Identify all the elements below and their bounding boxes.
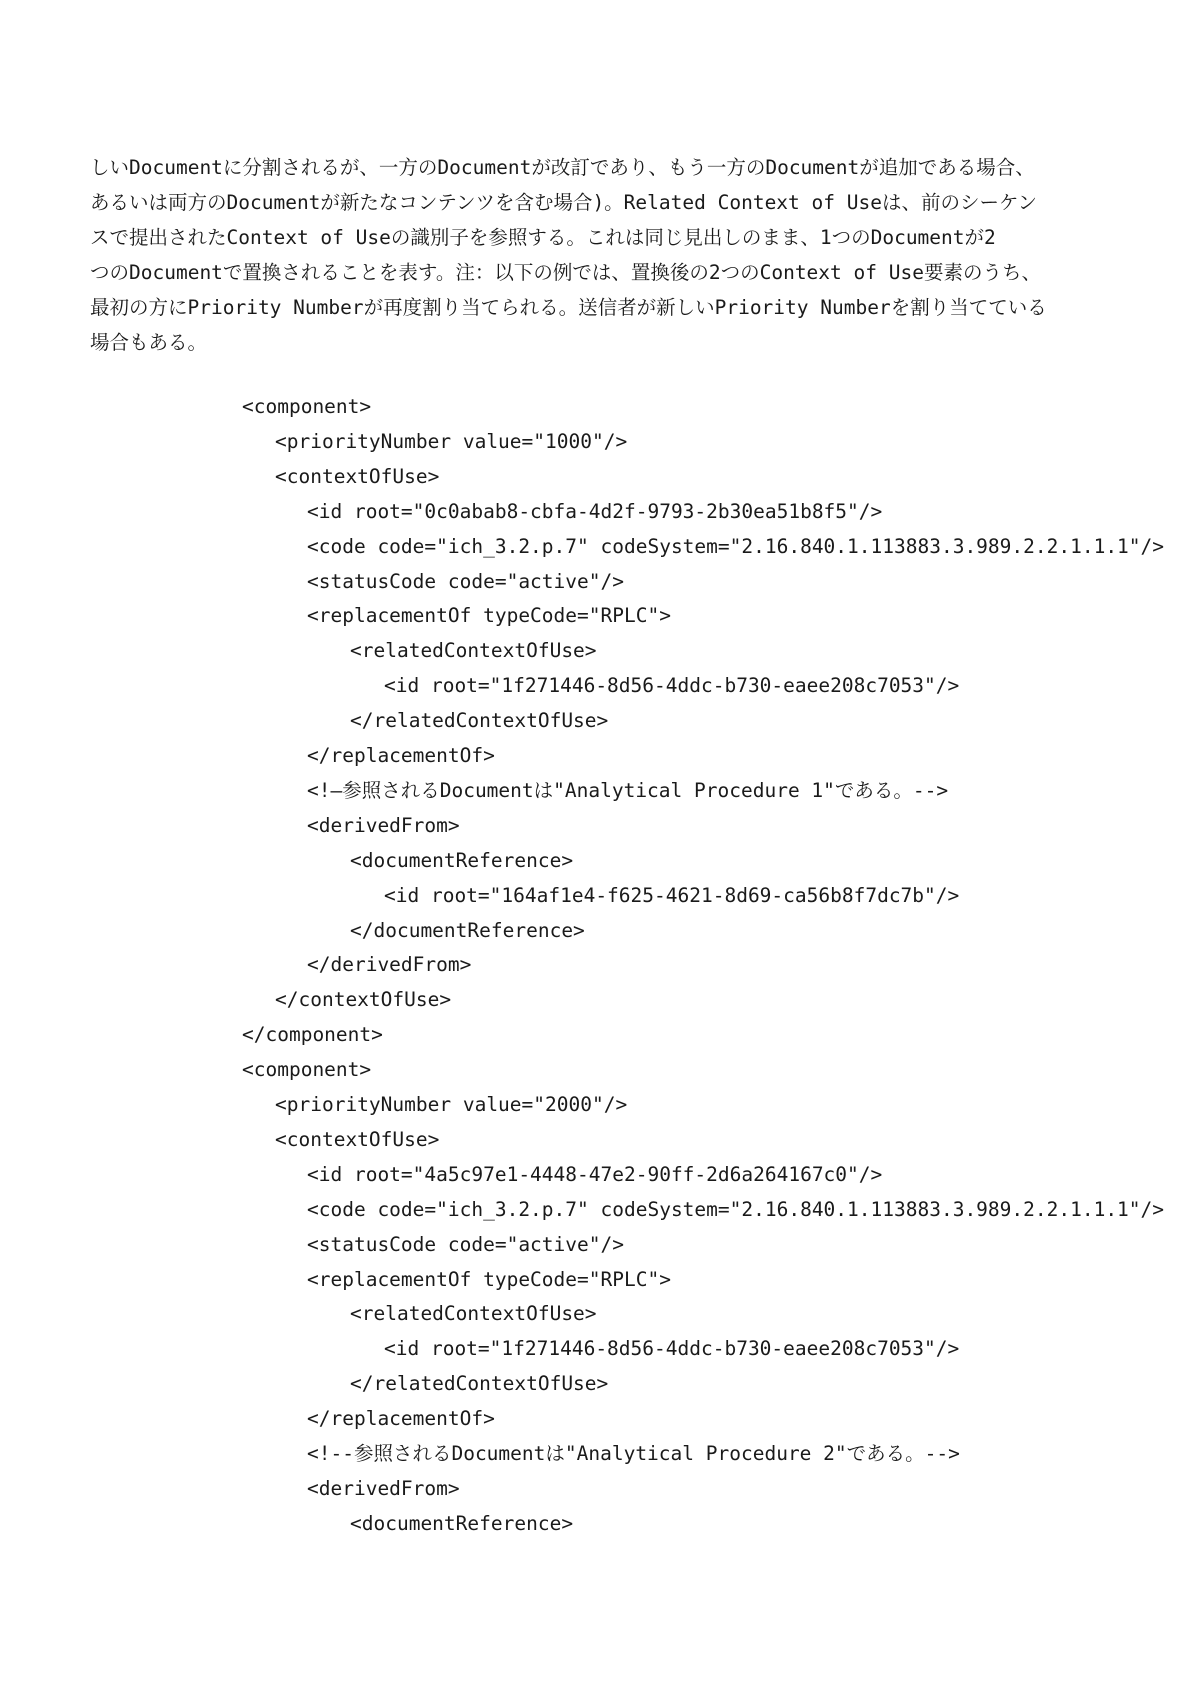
code-line: <!--参照されるDocumentは"Analytical Procedure 2"である。--> <box>307 1442 960 1465</box>
code-line: <statusCode code="active"/> <box>307 1232 624 1256</box>
code-line: <id root="1f271446-8d56-4ddc-b730-eaee208c7053"/> <box>384 674 960 698</box>
paragraph-line: あるいは両方のDocumentが新たなコンテンツを含む場合)。Related Context of Useは、前のシーケン <box>90 191 1037 214</box>
code-line: </documentReference> <box>350 918 585 942</box>
code-line: <priorityNumber value="1000"/> <box>275 429 628 453</box>
code-line: <code code="ich_3.2.p.7" codeSystem="2.16.840.1.113883.3.989.2.2.1.1.1"/> <box>307 534 1165 558</box>
code-line: <documentReference> <box>350 1511 574 1535</box>
code-line: <statusCode code="active"/> <box>307 569 624 593</box>
code-line: </contextOfUse> <box>275 988 452 1012</box>
code-line: <id root="0c0abab8-cbfa-4d2f-9793-2b30ea51b8f5"/> <box>307 499 883 523</box>
code-line: <component> <box>242 1058 372 1082</box>
code-line: </relatedContextOfUse> <box>350 1372 609 1396</box>
code-line: </component> <box>242 1023 383 1047</box>
code-line: <replacementOf typeCode="RPLC"> <box>307 1267 671 1291</box>
code-line: <component> <box>242 395 372 418</box>
code-line: <id root="164af1e4-f625-4621-8d69-ca56b8f7dc7b"/> <box>384 883 960 907</box>
paragraph-line: つのDocumentで置換されることを表す。注：以下の例では、置換後の2つのContext of Use要素のうち、 <box>90 261 1041 284</box>
code-line: <derivedFrom> <box>307 1476 460 1500</box>
code-line: <contextOfUse> <box>275 1127 440 1151</box>
code-line: <id root="1f271446-8d56-4ddc-b730-eaee208c7053"/> <box>384 1337 960 1361</box>
code-line: <priorityNumber value="2000"/> <box>275 1093 628 1116</box>
code-line: </replacementOf> <box>307 1407 495 1431</box>
code-line: <relatedContextOfUse> <box>350 639 597 663</box>
code-line: <replacementOf typeCode="RPLC"> <box>307 604 671 628</box>
code-line: </relatedContextOfUse> <box>350 709 609 733</box>
paragraph-line: 最初の方にPriority Numberが再度割り当てられる。送信者が新しいPriority Numberを割り当てている <box>90 296 1047 319</box>
paragraph-line: スで提出されたContext of Useの識別子を参照する。これは同じ見出しのまま、1つのDocumentが2 <box>90 226 996 249</box>
intro-paragraph <box>90 150 1100 360</box>
code-line: <derivedFrom> <box>307 813 460 837</box>
code-line: <code code="ich_3.2.p.7" codeSystem="2.16.840.1.113883.3.989.2.2.1.1.1"/> <box>307 1197 1165 1221</box>
code-line: </replacementOf> <box>307 744 495 767</box>
paragraph-line: しいDocumentに分割されるが、一方のDocumentが改訂であり、もう一方のDocumentが追加である場合、 <box>90 156 1035 179</box>
code-line: <contextOfUse> <box>275 464 440 488</box>
code-line: <id root="4a5c97e1-4448-47e2-90ff-2d6a264167c0"/> <box>307 1162 883 1186</box>
code-line: <documentReference> <box>350 848 574 872</box>
code-line: <relatedContextOfUse> <box>350 1302 597 1326</box>
code-line: <!—参照されるDocumentは"Analytical Procedure 1"である。--> <box>307 778 949 802</box>
paragraph-line: 場合もある。 <box>90 331 208 354</box>
code-line: </derivedFrom> <box>307 953 472 977</box>
